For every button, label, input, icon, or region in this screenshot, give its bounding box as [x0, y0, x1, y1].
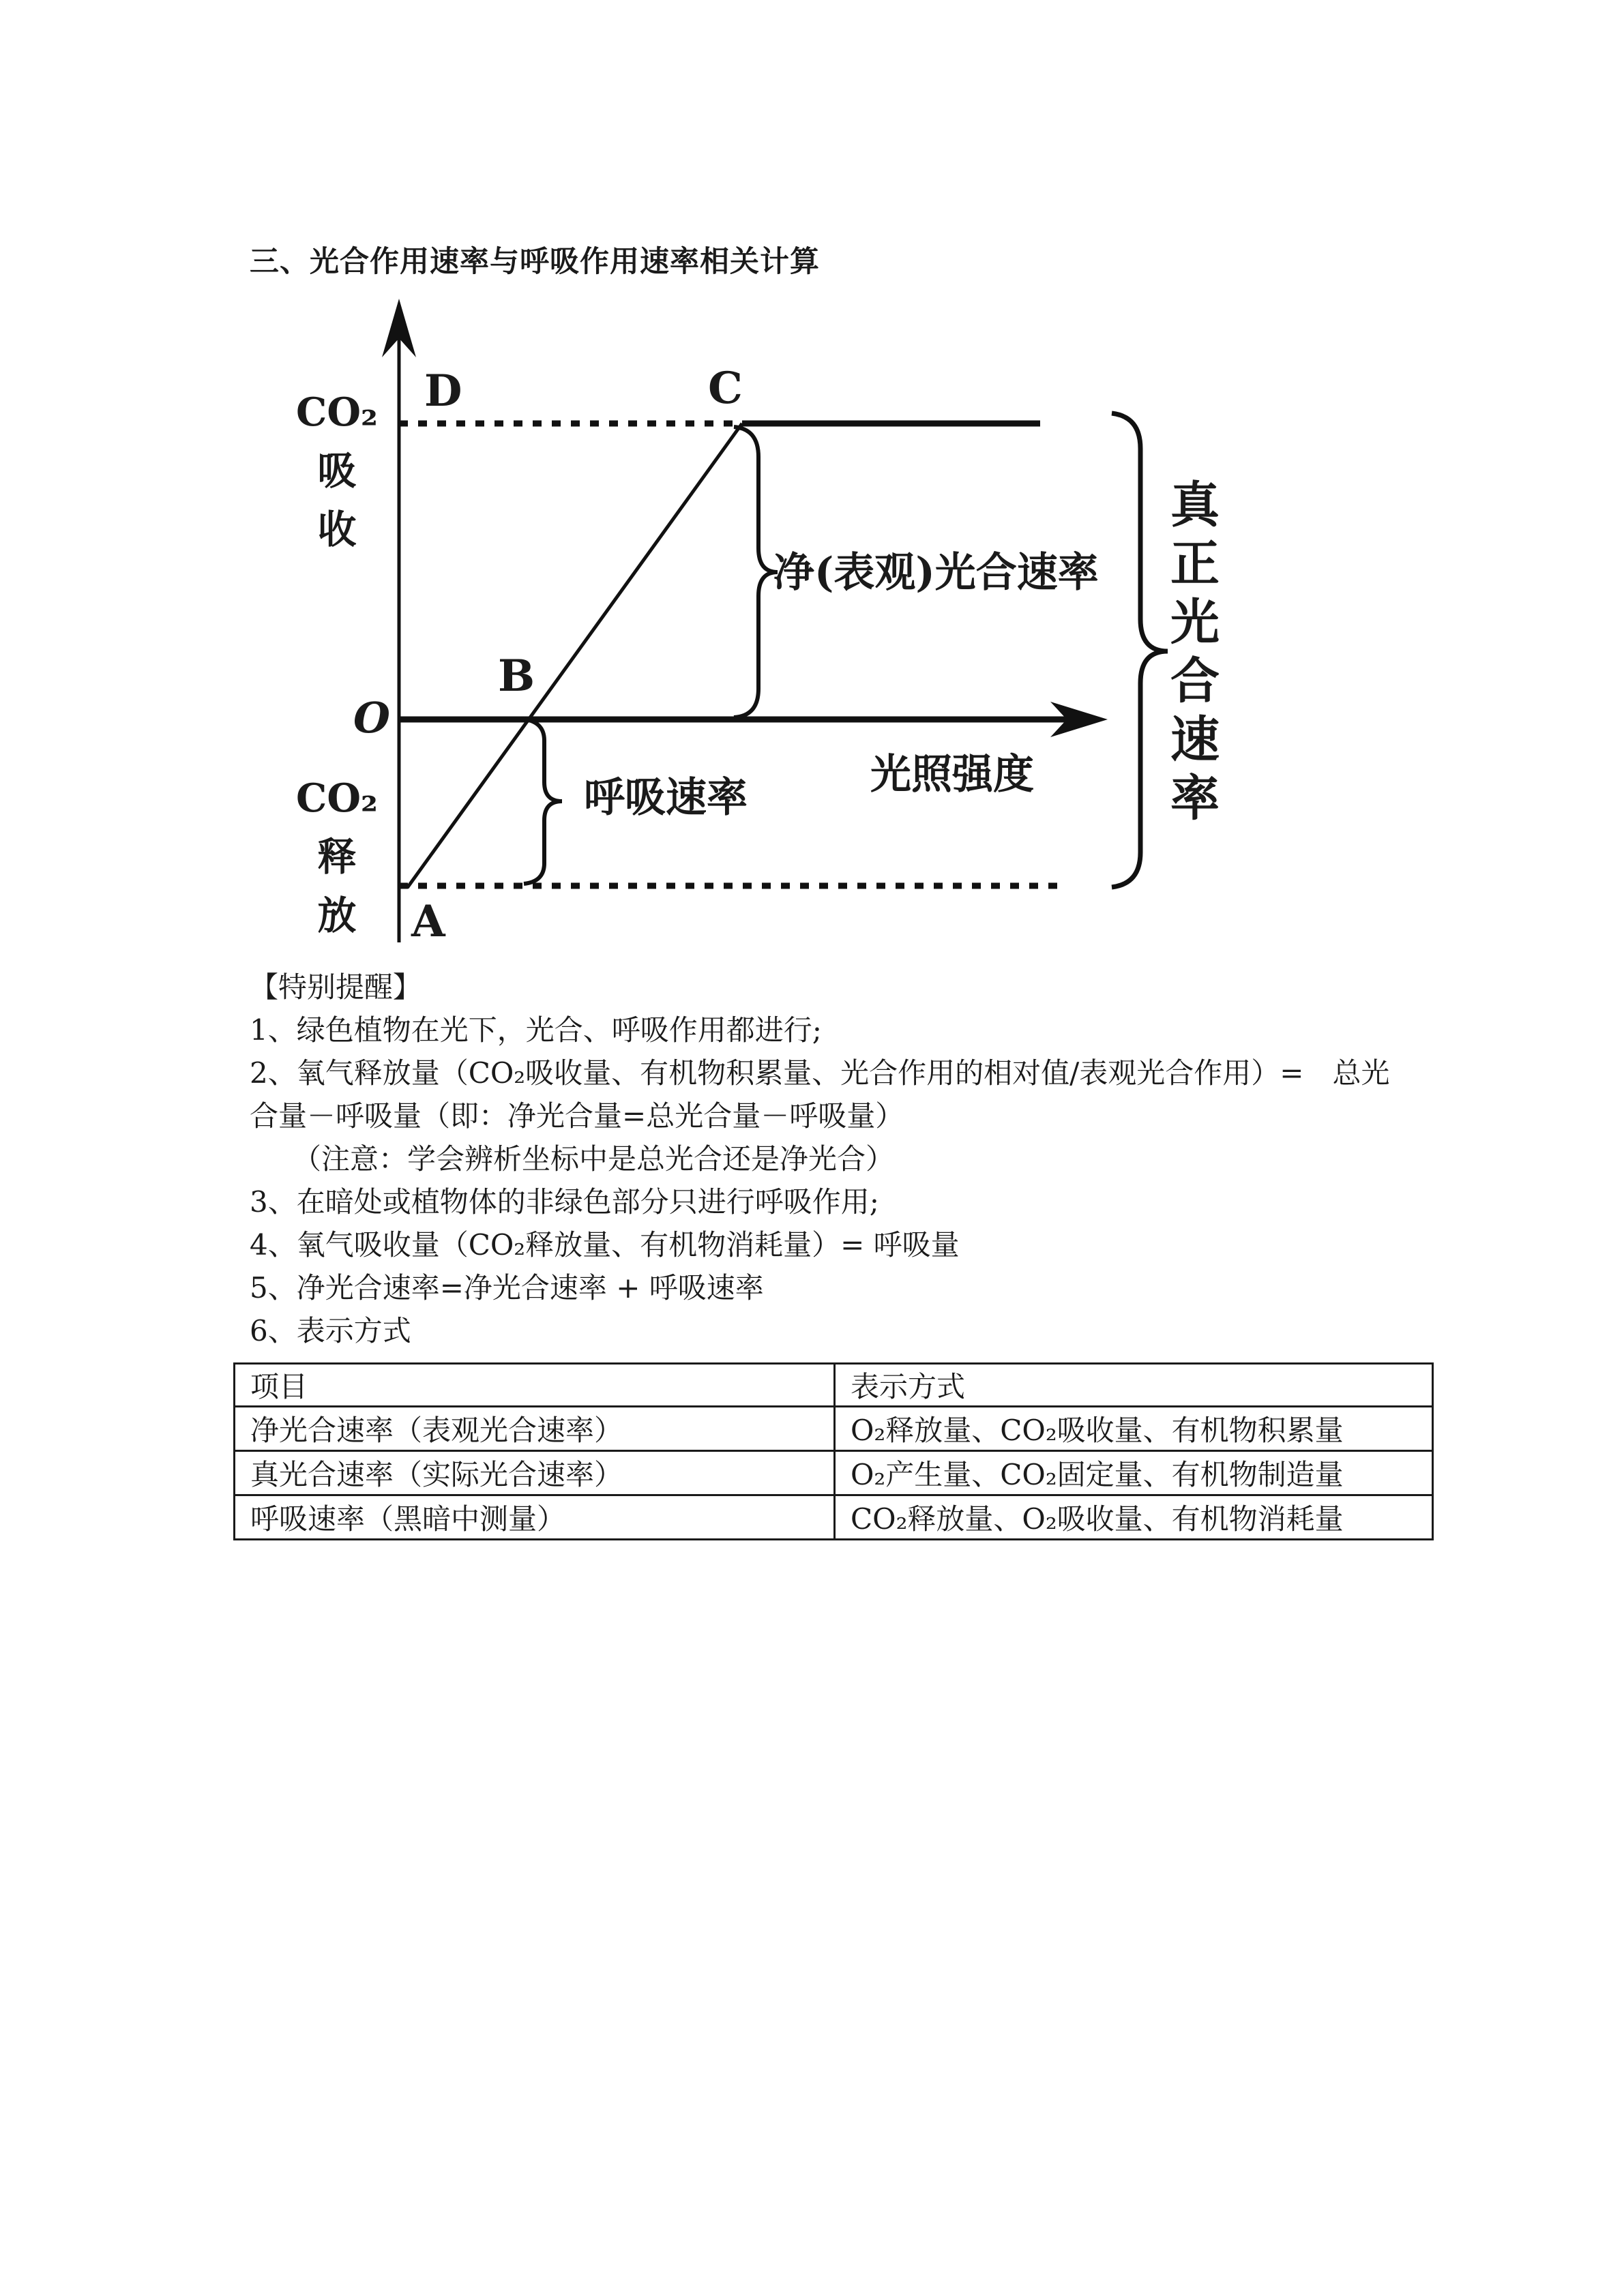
cell-respiration-rate: 呼吸速率（黑暗中测量） [235, 1495, 835, 1540]
note-line-4: 4、氧气吸收量（CO₂释放量、有机物消耗量）= 呼吸量 [250, 1228, 960, 1262]
expression-table [233, 1362, 1434, 1540]
cell-true-rate: 真光合速率（实际光合速率） [235, 1451, 835, 1495]
y-axis-upper-label [282, 383, 392, 559]
note-line-6: 6、表示方式 [250, 1314, 411, 1347]
table-row [235, 1495, 1433, 1540]
point-d-label: D [424, 366, 462, 417]
co2-release-char-1: 释 [317, 834, 357, 880]
true-rate-brace [1112, 413, 1168, 887]
note-line-2-cont: 合量－呼吸量（即：净光合量=总光合量－呼吸量） [250, 1099, 904, 1133]
note-line-2-note: （注意：学会辨析坐标中是总光合还是净光合） [250, 1142, 895, 1176]
table-row [235, 1407, 1433, 1451]
note-line-3: 3、在暗处或植物体的非绿色部分只进行呼吸作用; [250, 1185, 879, 1219]
co2-absorb-char-2: 收 [317, 507, 357, 552]
co2-release-formula: CO₂ [296, 775, 378, 821]
cell-true-rate-expression: O₂产生量、CO₂固定量、有机物制造量 [835, 1451, 1433, 1495]
header-expression: 表示方式 [835, 1364, 1433, 1407]
co2-release-char-2: 放 [317, 893, 357, 938]
cell-respiration-rate-expression: CO₂释放量、O₂吸收量、有机物消耗量 [835, 1495, 1433, 1540]
respiration-rate-label: 呼吸速率 [584, 774, 748, 822]
cell-net-rate-expression: O₂释放量、CO₂吸收量、有机物积累量 [835, 1407, 1433, 1451]
y-axis-lower-label [282, 769, 392, 945]
respiration-brace [521, 719, 562, 884]
point-a-label: A [411, 896, 445, 947]
x-axis-label: 光照强度 [870, 751, 1034, 799]
special-reminder-heading: 【特别提醒】 [250, 970, 422, 1004]
table-header-row [235, 1364, 1433, 1407]
net-rate-brace [734, 427, 778, 717]
note-line-1: 1、绿色植物在光下，光合、呼吸作用都进行; [250, 1013, 822, 1047]
point-b-label: B [498, 651, 535, 702]
header-item: 项目 [235, 1364, 835, 1407]
expression-table-wrap [233, 1362, 1434, 1540]
note-line-2: 2、氧气释放量（CO₂吸收量、有机物积累量、光合作用的相对值/表观光合作用）= 总光 [250, 1056, 1390, 1090]
point-c-label: C [708, 363, 743, 414]
true-rate-label: 真正光合速率 [1162, 479, 1220, 831]
origin-label: O [353, 693, 391, 743]
cell-net-rate: 净光合速率（表观光合速率） [235, 1407, 835, 1451]
page-title: 三、光合作用速率与呼吸作用速率相关计算 [250, 245, 820, 279]
note-line-5: 5、净光合速率=净光合速率 + 呼吸速率 [250, 1271, 764, 1304]
co2-absorb-formula: CO₂ [296, 389, 378, 435]
table-row [235, 1451, 1433, 1495]
co2-absorb-char-1: 吸 [317, 448, 357, 494]
photosynthesis-rate-diagram [273, 293, 1473, 982]
special-reminder-section [250, 966, 1389, 1352]
net-rate-label: 净(表观)光合速率 [773, 549, 1099, 597]
